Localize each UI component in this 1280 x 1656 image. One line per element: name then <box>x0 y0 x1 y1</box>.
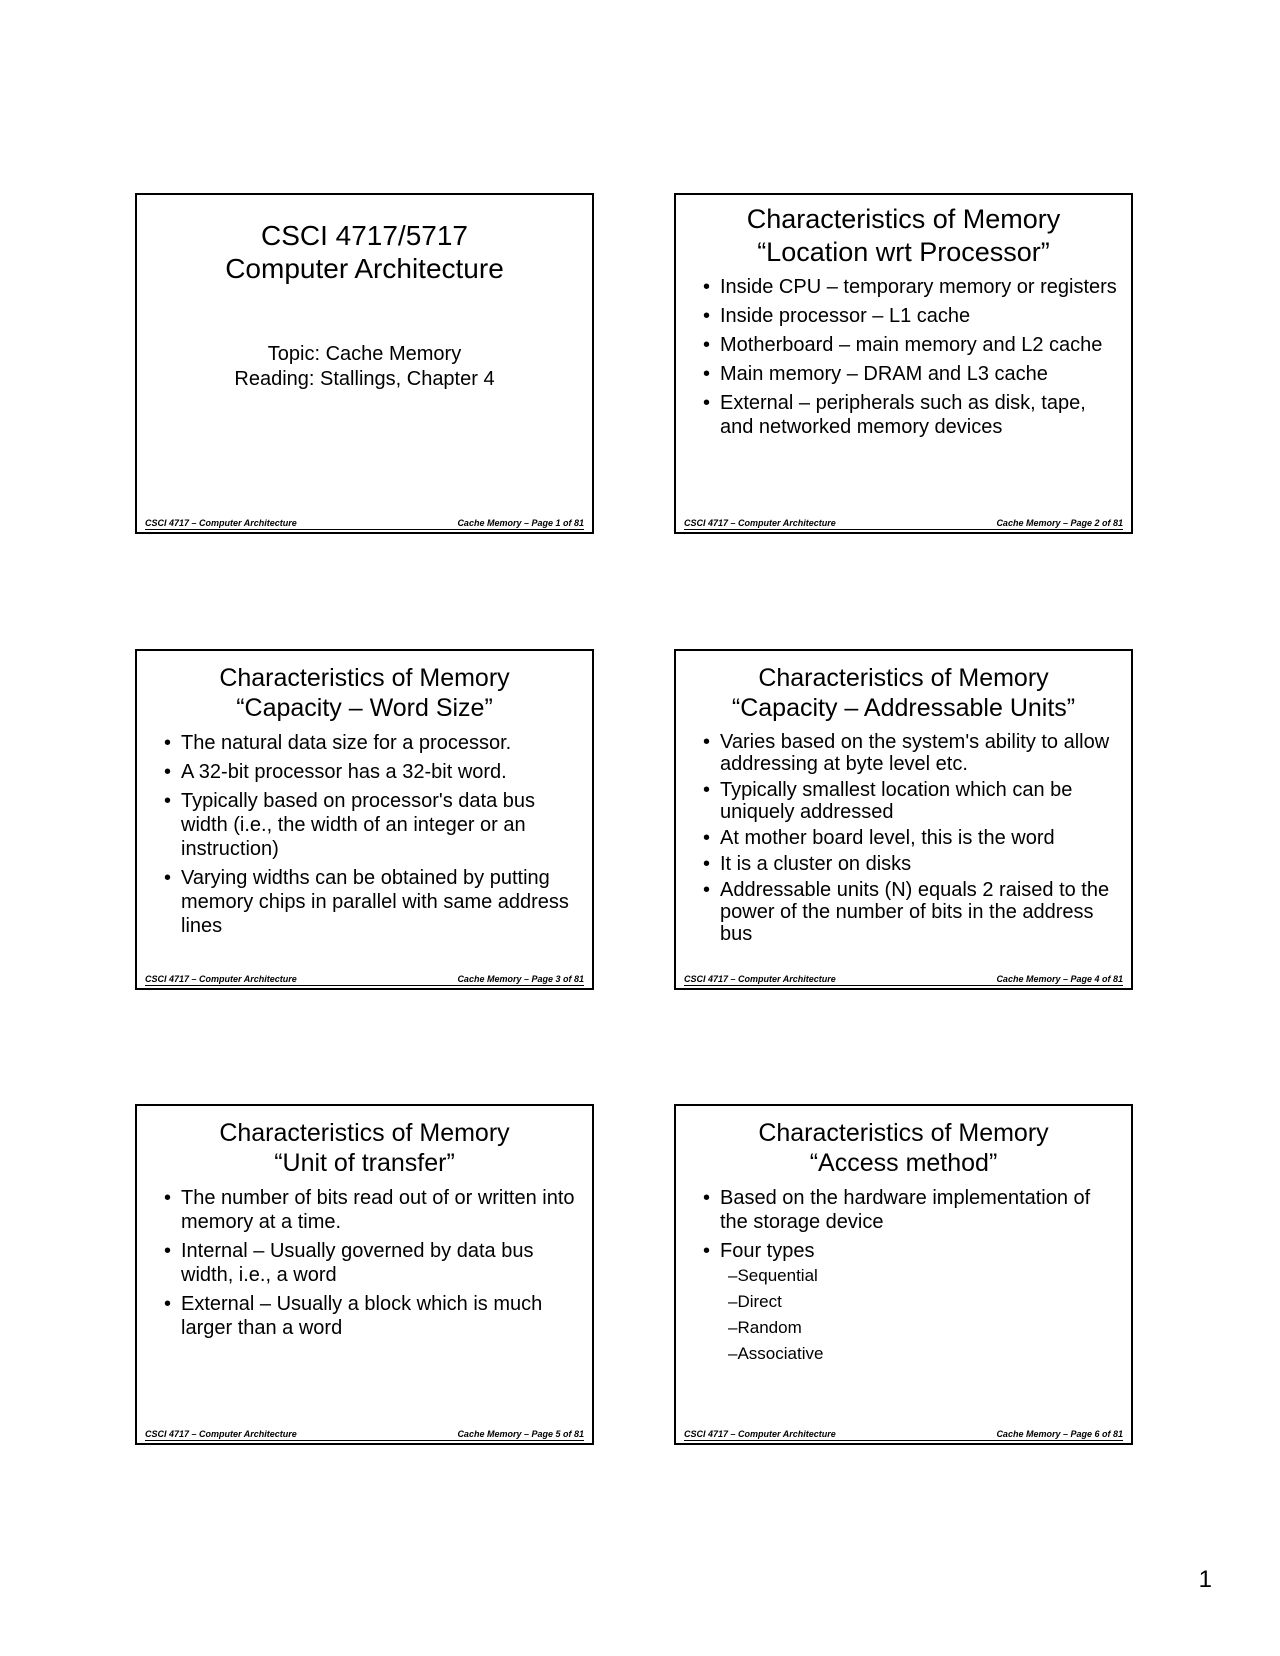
list-item: • Varies based on the system's ability to allow addressing at byte level etc. <box>720 731 1119 775</box>
bullet-list <box>676 1186 1131 1365</box>
slide-4 <box>674 649 1133 990</box>
footer-course: CSCI 4717 – Computer Architecture <box>145 974 297 984</box>
slide-title: Characteristics of Memory “Location wrt Processor” <box>746 204 1061 267</box>
bullet-list <box>676 731 1131 945</box>
list-item: • Internal – Usually governed by data bus width, i.e., a word <box>181 1239 580 1287</box>
list-item: • Typically smallest location which can be uniquely addressed <box>720 779 1119 823</box>
slide-title: Characteristics of Memory “Access method” <box>758 1119 1049 1177</box>
slide-title: CSCI 4717/5717 Computer Architecture <box>225 220 504 284</box>
slide-6 <box>674 1104 1133 1445</box>
slide-footer <box>684 1429 1123 1441</box>
list-item: • Based on the hardware implementation of the storage device <box>720 1186 1119 1234</box>
slide-title: Characteristics of Memory “Unit of transfer” <box>219 1119 510 1177</box>
footer-page: Cache Memory – Page 4 of 81 <box>996 974 1123 984</box>
footer-course: CSCI 4717 – Computer Architecture <box>684 518 836 528</box>
list-item: • Typically based on processor's data bus width (i.e., the width of an integer or an instruction) <box>181 789 580 861</box>
footer-course: CSCI 4717 – Computer Architecture <box>684 1429 836 1439</box>
list-item: • Main memory – DRAM and L3 cache <box>720 362 1119 386</box>
slide-5 <box>135 1104 594 1445</box>
slide-footer <box>145 1429 584 1441</box>
list-item: • Motherboard – main memory and L2 cache <box>720 333 1119 357</box>
bullet-list <box>137 1186 592 1340</box>
list-item-text: Four types <box>720 1240 815 1262</box>
footer-page: Cache Memory – Page 1 of 81 <box>457 518 584 528</box>
list-item: • At mother board level, this is the word <box>720 827 1119 849</box>
sub-list-item: – Random <box>728 1317 1119 1339</box>
footer-course: CSCI 4717 – Computer Architecture <box>684 974 836 984</box>
slide-footer <box>684 518 1123 530</box>
list-item: • The number of bits read out of or written into memory at a time. <box>181 1186 580 1234</box>
slide-subtitle: Topic: Cache Memory Reading: Stallings, Chapter 4 <box>234 343 495 390</box>
slide-title: Characteristics of Memory “Capacity – Addressable Units” <box>731 664 1076 722</box>
bullet-list <box>137 731 592 938</box>
slide-title: Characteristics of Memory “Capacity – Word Size” <box>219 664 510 722</box>
list-item: • Varying widths can be obtained by putting memory chips in parallel with same address lines <box>181 866 580 938</box>
slide-3 <box>135 649 594 990</box>
list-item <box>720 1239 1119 1365</box>
footer-page: Cache Memory – Page 2 of 81 <box>996 518 1123 528</box>
page-number: 1 <box>1198 1566 1212 1593</box>
list-item: • A 32-bit processor has a 32-bit word. <box>181 760 580 784</box>
footer-page: Cache Memory – Page 5 of 81 <box>457 1429 584 1439</box>
slide-footer <box>145 518 584 530</box>
footer-page: Cache Memory – Page 3 of 81 <box>457 974 584 984</box>
slide-2 <box>674 193 1133 534</box>
footer-course: CSCI 4717 – Computer Architecture <box>145 518 297 528</box>
list-item: • External – peripherals such as disk, tape, and networked memory devices <box>720 391 1119 439</box>
footer-course: CSCI 4717 – Computer Architecture <box>145 1429 297 1439</box>
sub-list-item: – Direct <box>728 1291 1119 1313</box>
sub-list-item: – Sequential <box>728 1265 1119 1287</box>
list-item: • The natural data size for a processor. <box>181 731 580 755</box>
list-item: • It is a cluster on disks <box>720 853 1119 875</box>
slide-footer <box>145 974 584 986</box>
footer-page: Cache Memory – Page 6 of 81 <box>996 1429 1123 1439</box>
slide-footer <box>684 974 1123 986</box>
list-item: • External – Usually a block which is much larger than a word <box>181 1292 580 1340</box>
sub-list-item: – Associative <box>728 1343 1119 1365</box>
list-item: • Addressable units (N) equals 2 raised to the power of the number of bits in the address bus <box>720 879 1119 945</box>
list-item: • Inside CPU – temporary memory or registers <box>720 275 1119 299</box>
bullet-list <box>676 275 1131 439</box>
sub-bullet-list <box>720 1265 1119 1365</box>
slide-1 <box>135 193 594 534</box>
list-item: • Inside processor – L1 cache <box>720 304 1119 328</box>
